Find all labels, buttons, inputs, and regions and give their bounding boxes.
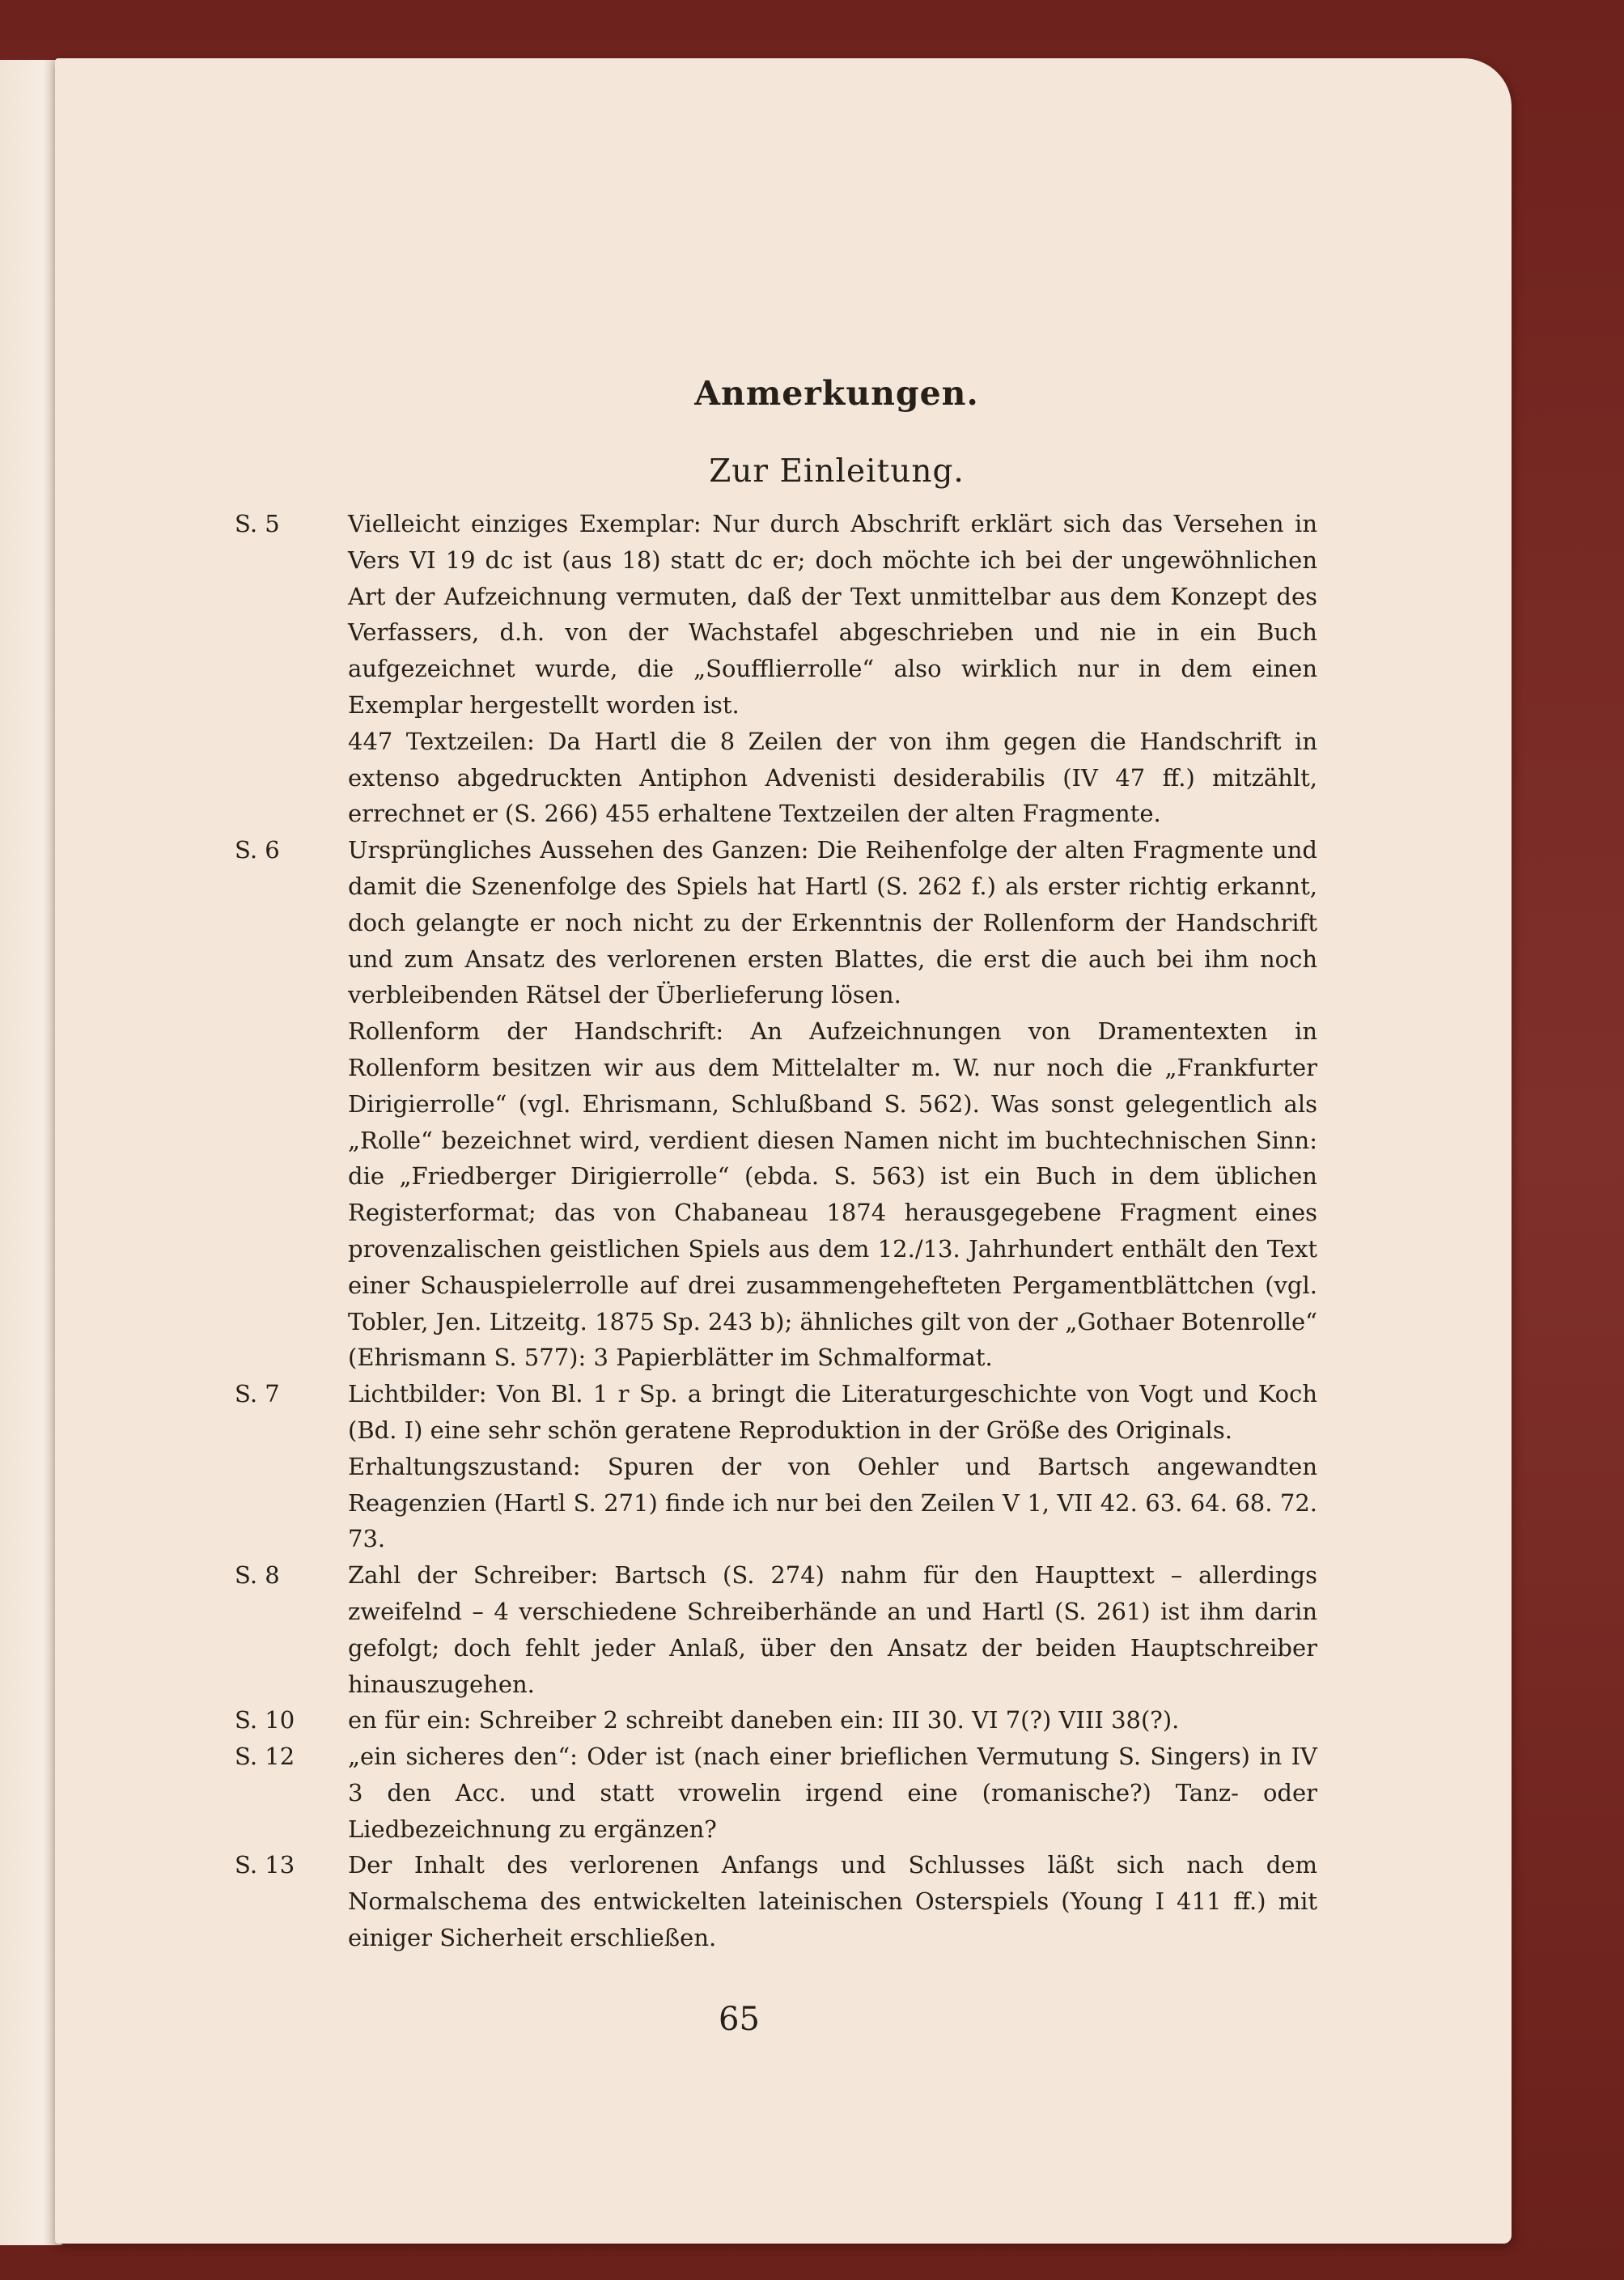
note-page-ref: S. 6 [235,836,280,864]
note-paragraph: Erhaltungszustand: Spuren der von Oehler und Bartsch angewandten Reagenzien (Hartl S. 271) finde ich nur bei den Zeilen V 1, VII 42. 63. 64. 68. 72. 73. [348,1452,1317,1553]
note-page-ref: S. 7 [235,1380,280,1408]
note-paragraph: Der Inhalt des verlorenen Anfangs und Schlusses läßt sich nach dem Normalschema des entwickelten lateinischen Osterspiels (Young I 411 ff.) mit einiger Sicherheit erschließen. [348,1851,1317,1952]
note-entry [235,1847,1317,1955]
note-page-ref: S. 10 [235,1706,295,1734]
note-paragraph: 447 Textzeilen: Da Hartl die 8 Zeilen der von ihm gegen die Handschrift in extenso abgedruckten Antiphon Advenisti desiderabilis (IV 47 ff.) mitzählt, errechnet er (S. 266) 455 erhaltene Textzeilen der alten Fragmente. [348,727,1317,828]
note-paragraph: Vielleicht einziges Exemplar: Nur durch Abschrift erklärt sich das Versehen in Vers VI 19 dc ist (aus 18) statt dc er; doch möchte ich bei der ungewöhnlichen Art der Aufzeichnung vermuten, daß der Text unmittelbar aus dem Konzept des Verfassers, d.h. von der Wachstafel abgeschrieben und nie in ein Buch aufgezeichnet wurde, die „Soufflierrolle“ also wirklich nur in dem einen Exemplar hergestellt worden ist. [348,510,1317,719]
note-page-ref: S. 13 [235,1851,295,1879]
note-entry [235,1376,1317,1557]
note-entry [235,1739,1317,1847]
facing-page-edge [0,60,62,2245]
section-heading: Zur Einleitung. [709,453,965,490]
page-number: 65 [719,2001,760,2038]
note-paragraph: „ein sicheres den“: Oder ist (nach einer brieflichen Vermutung S. Singers) in IV 3 den Acc. und statt vrowelin irgend eine (romanische?) Tanz- oder Liedbezeichnung zu ergänzen? [348,1743,1317,1843]
note-paragraph: Lichtbilder: Von Bl. 1 r Sp. a bringt die Literaturgeschichte von Vogt und Koch (Bd. I) eine sehr schön geratene Reproduktion in der Größe des Originals. [348,1380,1317,1444]
note-entry [235,506,1317,832]
note-page-ref: S. 12 [235,1743,295,1771]
note-entry [235,832,1317,1376]
book-page [55,58,1512,2244]
note-paragraph: Rollenform der Handschrift: An Aufzeichnungen von Dramentexten in Rollenform besitzen wir aus dem Mittelalter m. W. nur noch die „Frankfurter Dirigierrolle“ (vgl. Ehrismann, Schlußband S. 562). Was sonst gelegentlich als „Rolle“ bezeichnet wird, verdient diesen Namen nicht im buchtechnischen Sinn: die „Friedberger Dirigierrolle“ (ebda. S. 563) ist ein Buch in dem üblichen Registerformat; das von Chabaneau 1874 herausgegebene Fragment eines provenzalischen geistlichen Spiels aus dem 12./13. Jahrhundert enthält den Text einer Schauspielerrolle auf drei zusammengehefteten Pergamentblättchen (vgl. Tobler, Jen. Litzeitg. 1875 Sp. 243 b); ähnliches gilt von der „Gothaer Botenrolle“ (Ehrismann S. 577): 3 Papierblätter im Schmalformat. [348,1017,1317,1372]
note-paragraph: en für ein: Schreiber 2 schreibt daneben ein: III 30. VI 7(?) VIII 38(?). [348,1706,1180,1734]
note-page-ref: S. 5 [235,510,280,537]
note-entry [235,1557,1317,1702]
page-heading: Anmerkungen. [694,374,979,413]
note-entry [235,1702,1317,1739]
note-paragraph: Ursprüngliches Aussehen des Ganzen: Die Reihenfolge der alten Fragmente und damit die Szenenfolge des Spiels hat Hartl (S. 262 f.) als erster richtig erkannt, doch gelangte er noch nicht zu der Erkenntnis der Rollenform der Handschrift und zum Ansatz des verlorenen ersten Blattes, die erst die auch bei ihm noch verbleibenden Rätsel der Überlieferung lösen. [348,836,1317,1009]
note-page-ref: S. 8 [235,1561,280,1590]
note-paragraph: Zahl der Schreiber: Bartsch (S. 274) nahm für den Haupttext – allerdings zweifelnd – 4 verschiedene Schreiberhände an und Hartl (S. 261) ist ihm darin gefolgt; doch fehlt jeder Anlaß, über den Ansatz der beiden Hauptschreiber hinauszugehen. [348,1561,1317,1698]
page-content [235,374,1317,1956]
